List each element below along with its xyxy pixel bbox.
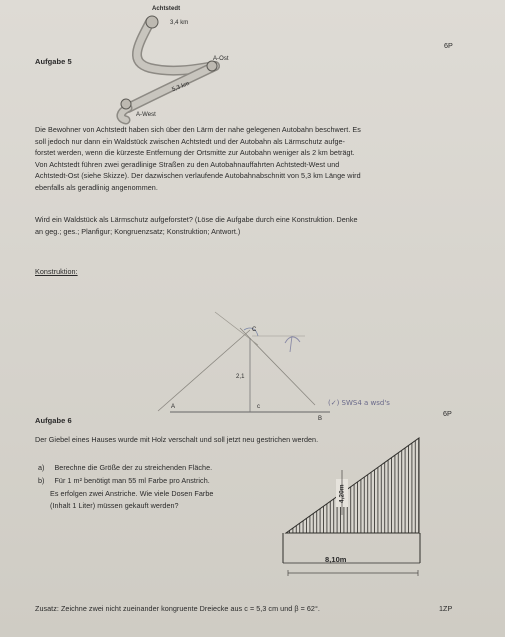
sketch-label-segment-top: 3,4 km <box>170 20 189 26</box>
gable-height-label: 4,20m <box>338 484 346 504</box>
aufgabe6-intro: Der Giebel eines Hauses wurde mit Holz verschalt und soll jetzt neu gestrichen werden. <box>35 435 319 444</box>
construction-label-c-side: c <box>257 404 261 410</box>
part-label: a) <box>38 463 45 472</box>
question-line: an geg.; ges.; Planfigur; Kongruenzsatz; Konstruktion; Antwort.) <box>35 226 241 236</box>
aufgabe5-points: 6P <box>444 41 453 50</box>
handwritten-answer: (✓) SWS4 a wsd's <box>328 399 390 407</box>
text-line: forstet werden, wenn die kürzeste Entfernung der Ortsmitte zur Autobahn weniger als 2 km beträgt. <box>35 148 355 157</box>
sketch-label-a-ost: A-Ost <box>213 56 229 62</box>
aufgabe6-points: 6P <box>443 409 452 418</box>
construction-label-c: C <box>252 327 257 333</box>
construction-label-a: A <box>171 404 176 410</box>
zusatz-text: Zusatz: Zeichne zwei nicht zueinander kongruente Dreiecke aus c = 5,3 cm und β = 62°. <box>35 604 320 613</box>
construction-label-b: B <box>318 416 323 422</box>
sketch-label-segment-mid: 5,3 km <box>171 80 191 94</box>
zusatz-points: 1ZP <box>439 604 453 613</box>
part-line: (Inhalt 1 Liter) müssen gekauft werden? <box>50 500 179 510</box>
sketch-label-a-west: A-West <box>136 112 156 118</box>
text-line: soll jedoch nur dann ein Waldstück zwischen Achtstedt und der Autobahn als Lärmschutz aufge- <box>35 136 345 146</box>
part-line: Für 1 m² benötigt man 55 ml Farbe pro Anstrich. <box>54 476 210 485</box>
aufgabe5-title: Aufgabe 5 <box>35 57 72 66</box>
text-line: Von Achtstedt führen zwei geradlinige Straßen zu den Autobahnauffahrten Achtstedt-West und <box>35 159 340 169</box>
question-line: Wird ein Waldstück als Lärmschutz aufgeforstet? (Löse die Aufgabe durch eine Konstruktion. Denke <box>35 215 358 224</box>
part-line: Berechne die Größe der zu streichenden Fläche. <box>54 463 213 472</box>
text-line: Die Bewohner von Achtstedt haben sich über den Lärm der nahe gelegenen Autobahn beschwert. Es <box>35 125 361 134</box>
text-line: Achtstedt-Ost (siehe Skizze). Der dazwischen verlaufende Autobahnabschnitt von 5,3 km Länge wird <box>35 171 361 180</box>
part-label: b) <box>38 476 45 485</box>
konstruktion-label: Konstruktion: <box>35 267 78 276</box>
part-line: Es erfolgen zwei Anstriche. Wie viele Dosen Farbe <box>50 489 214 498</box>
sketch-label-achtstedt: Achtstedt <box>152 6 181 12</box>
aufgabe6-title: Aufgabe 6 <box>35 416 72 425</box>
gable-width-label: 8,10m <box>325 555 347 564</box>
construction-label-height: 2,1 <box>236 374 245 380</box>
text-line: ebenfalls als geradlinig angenommen. <box>35 182 158 192</box>
